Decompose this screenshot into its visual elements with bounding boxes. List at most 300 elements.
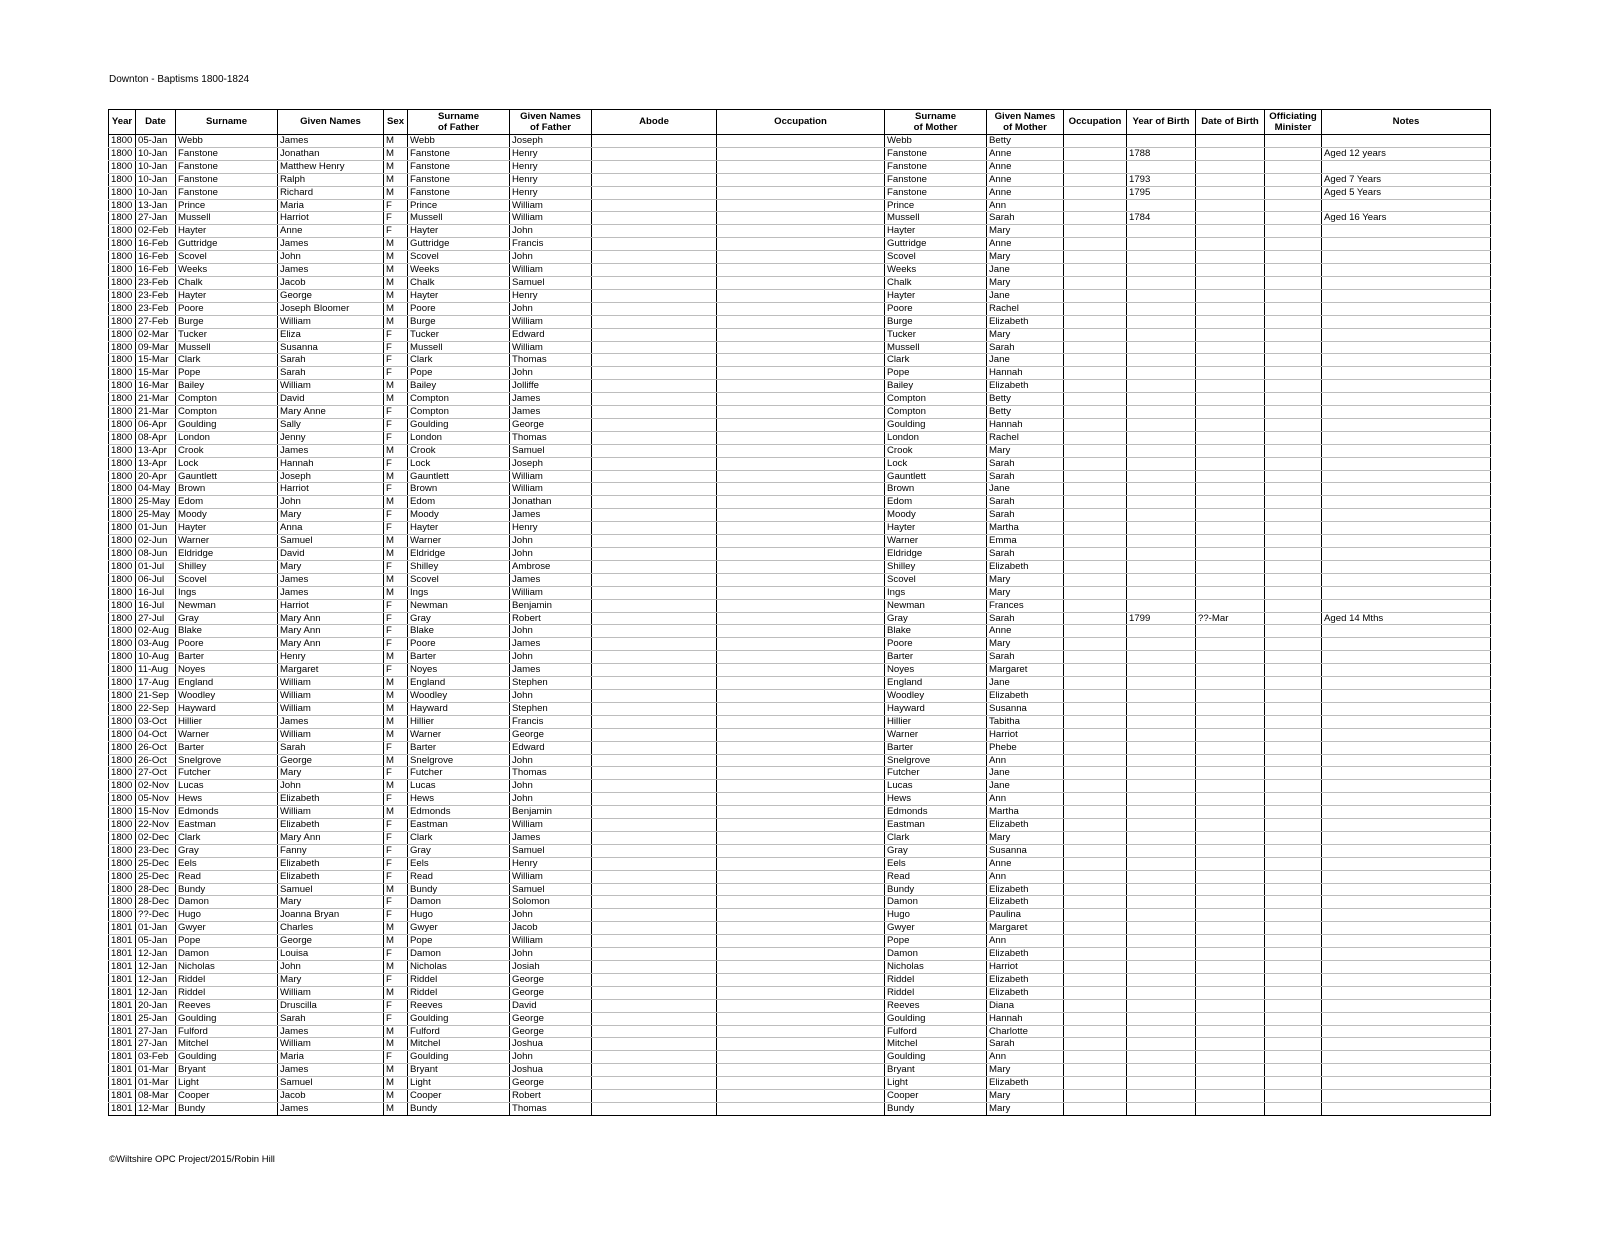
table-cell xyxy=(1127,393,1196,406)
table-cell: 1800 xyxy=(109,728,136,741)
table-cell: Hayter xyxy=(408,289,510,302)
table-cell: F xyxy=(384,793,408,806)
table-row xyxy=(109,393,1491,406)
table-cell: M xyxy=(384,986,408,999)
table-cell: Joanna Bryan xyxy=(278,909,384,922)
table-cell: 05-Jan xyxy=(136,935,176,948)
table-cell xyxy=(1265,586,1322,599)
table-cell: 12-Jan xyxy=(136,948,176,961)
table-cell: Mary xyxy=(987,638,1064,651)
table-cell xyxy=(1196,199,1265,212)
table-cell: 15-Mar xyxy=(136,354,176,367)
table-cell: 1800 xyxy=(109,212,136,225)
table-cell xyxy=(717,999,885,1012)
table-cell: Shilley xyxy=(885,560,987,573)
table-cell: Mussell xyxy=(885,212,987,225)
table-cell: Samuel xyxy=(510,276,592,289)
table-cell: ??-Dec xyxy=(136,909,176,922)
table-cell xyxy=(1127,264,1196,277)
table-cell xyxy=(1265,380,1322,393)
table-cell: 1801 xyxy=(109,948,136,961)
table-cell xyxy=(592,831,717,844)
table-cell: Clark xyxy=(408,354,510,367)
table-cell: Joseph xyxy=(510,135,592,148)
table-cell: Read xyxy=(885,870,987,883)
table-row xyxy=(109,715,1491,728)
table-cell: Harriot xyxy=(278,483,384,496)
table-cell xyxy=(1064,586,1127,599)
table-cell xyxy=(592,444,717,457)
table-cell xyxy=(1265,457,1322,470)
table-cell: Elizabeth xyxy=(278,793,384,806)
table-cell xyxy=(1265,831,1322,844)
table-cell: Sarah xyxy=(987,496,1064,509)
table-cell: Stephen xyxy=(510,677,592,690)
table-cell: John xyxy=(510,548,592,561)
table-cell xyxy=(717,1090,885,1103)
table-cell xyxy=(717,935,885,948)
table-cell: Fanstone xyxy=(176,186,278,199)
table-cell: Mary xyxy=(987,328,1064,341)
table-cell xyxy=(1322,1090,1491,1103)
table-cell: F xyxy=(384,406,408,419)
table-cell: Mary xyxy=(987,1102,1064,1115)
table-cell: William xyxy=(278,728,384,741)
table-cell: William xyxy=(278,380,384,393)
table-cell xyxy=(1064,664,1127,677)
table-cell xyxy=(1064,276,1127,289)
table-cell: Woodley xyxy=(176,689,278,702)
table-cell xyxy=(592,315,717,328)
table-cell xyxy=(1265,961,1322,974)
table-row xyxy=(109,599,1491,612)
table-cell: Edmonds xyxy=(408,806,510,819)
table-cell: Henry xyxy=(510,289,592,302)
table-cell: 1795 xyxy=(1127,186,1196,199)
table-cell: Henry xyxy=(510,186,592,199)
table-cell: 16-Feb xyxy=(136,264,176,277)
table-cell: Fanstone xyxy=(408,147,510,160)
table-cell xyxy=(1064,160,1127,173)
table-cell xyxy=(1196,741,1265,754)
table-cell: Mary Anne xyxy=(278,406,384,419)
table-cell: 1784 xyxy=(1127,212,1196,225)
table-cell xyxy=(1322,922,1491,935)
table-cell: Snelgrove xyxy=(176,754,278,767)
column-header: Year of Birth xyxy=(1127,110,1196,135)
table-cell: James xyxy=(278,586,384,599)
table-cell: Benjamin xyxy=(510,599,592,612)
table-cell: Pope xyxy=(176,367,278,380)
table-cell: Jacob xyxy=(278,276,384,289)
table-cell: 02-Feb xyxy=(136,225,176,238)
table-cell xyxy=(1265,199,1322,212)
table-row xyxy=(109,147,1491,160)
table-cell: M xyxy=(384,754,408,767)
table-cell: F xyxy=(384,457,408,470)
table-cell xyxy=(1196,302,1265,315)
table-cell: Mary Ann xyxy=(278,831,384,844)
table-cell: Sarah xyxy=(278,741,384,754)
table-cell xyxy=(717,483,885,496)
table-cell xyxy=(592,870,717,883)
table-cell xyxy=(1196,857,1265,870)
table-cell xyxy=(1127,418,1196,431)
table-cell: England xyxy=(408,677,510,690)
table-cell: 1800 xyxy=(109,418,136,431)
table-cell: 12-Jan xyxy=(136,961,176,974)
table-cell xyxy=(717,496,885,509)
table-row xyxy=(109,1090,1491,1103)
table-cell xyxy=(592,793,717,806)
table-row xyxy=(109,431,1491,444)
table-cell xyxy=(1265,1090,1322,1103)
table-cell: Gray xyxy=(885,844,987,857)
table-cell xyxy=(1127,625,1196,638)
table-cell: Druscilla xyxy=(278,999,384,1012)
table-cell: Henry xyxy=(510,147,592,160)
table-cell xyxy=(1322,870,1491,883)
table-cell: Sarah xyxy=(987,651,1064,664)
table-cell xyxy=(1064,702,1127,715)
table-cell xyxy=(1127,496,1196,509)
table-cell: 01-Mar xyxy=(136,1064,176,1077)
table-cell xyxy=(1196,535,1265,548)
table-cell: Sarah xyxy=(987,470,1064,483)
table-cell xyxy=(1322,999,1491,1012)
table-cell: 08-Jun xyxy=(136,548,176,561)
table-cell: 1800 xyxy=(109,147,136,160)
table-cell: Tabitha xyxy=(987,715,1064,728)
table-cell xyxy=(1265,599,1322,612)
table-cell: Edom xyxy=(885,496,987,509)
table-cell: Eldridge xyxy=(408,548,510,561)
table-cell: Goulding xyxy=(408,418,510,431)
table-cell: 1800 xyxy=(109,225,136,238)
table-cell: Guttridge xyxy=(885,238,987,251)
table-cell: Hillier xyxy=(408,715,510,728)
table-cell: 1800 xyxy=(109,586,136,599)
table-cell: Edom xyxy=(176,496,278,509)
table-cell: Sarah xyxy=(987,509,1064,522)
table-cell: F xyxy=(384,341,408,354)
table-cell xyxy=(1064,986,1127,999)
table-cell xyxy=(1127,457,1196,470)
table-cell: 1800 xyxy=(109,909,136,922)
table-cell xyxy=(592,741,717,754)
table-row xyxy=(109,1012,1491,1025)
table-cell: John xyxy=(278,961,384,974)
column-header: Surname of Father xyxy=(408,110,510,135)
table-cell: Snelgrove xyxy=(408,754,510,767)
table-cell: Lock xyxy=(176,457,278,470)
table-cell: 15-Nov xyxy=(136,806,176,819)
table-cell: Warner xyxy=(176,535,278,548)
table-cell xyxy=(1196,483,1265,496)
table-cell: Gwyer xyxy=(885,922,987,935)
table-cell xyxy=(1322,844,1491,857)
table-cell xyxy=(592,380,717,393)
table-cell xyxy=(592,999,717,1012)
table-cell xyxy=(1322,1025,1491,1038)
table-cell: Warner xyxy=(885,535,987,548)
table-cell: James xyxy=(278,444,384,457)
table-cell: Margaret xyxy=(278,664,384,677)
table-cell: Warner xyxy=(176,728,278,741)
table-cell: 1800 xyxy=(109,393,136,406)
table-cell: Goulding xyxy=(176,1051,278,1064)
table-cell: Anne xyxy=(987,625,1064,638)
table-cell: 10-Aug xyxy=(136,651,176,664)
column-header: Abode xyxy=(592,110,717,135)
table-cell: Tucker xyxy=(885,328,987,341)
table-row xyxy=(109,1038,1491,1051)
table-cell xyxy=(592,135,717,148)
table-cell: 13-Apr xyxy=(136,457,176,470)
table-cell: 1800 xyxy=(109,354,136,367)
table-cell xyxy=(1265,741,1322,754)
table-cell: Lock xyxy=(885,457,987,470)
table-cell xyxy=(1196,896,1265,909)
table-cell xyxy=(1196,457,1265,470)
table-cell: 1800 xyxy=(109,741,136,754)
table-row xyxy=(109,251,1491,264)
column-header: Date of Birth xyxy=(1196,110,1265,135)
table-row xyxy=(109,341,1491,354)
table-cell: 1800 xyxy=(109,276,136,289)
table-cell xyxy=(717,896,885,909)
table-cell: Joseph xyxy=(510,457,592,470)
table-cell: John xyxy=(510,754,592,767)
table-row xyxy=(109,238,1491,251)
table-cell xyxy=(1064,651,1127,664)
table-cell xyxy=(717,354,885,367)
table-cell xyxy=(1127,948,1196,961)
table-cell: Jonathan xyxy=(278,147,384,160)
table-cell xyxy=(717,186,885,199)
table-row xyxy=(109,173,1491,186)
table-cell: Mussell xyxy=(176,212,278,225)
table-cell: Aged 16 Years xyxy=(1322,212,1491,225)
table-cell: Mary xyxy=(987,831,1064,844)
table-row xyxy=(109,767,1491,780)
table-cell: 1800 xyxy=(109,638,136,651)
table-cell: Henry xyxy=(510,173,592,186)
table-cell: Gauntlett xyxy=(176,470,278,483)
table-cell xyxy=(592,586,717,599)
table-cell xyxy=(1322,431,1491,444)
table-cell xyxy=(1322,1051,1491,1064)
table-cell xyxy=(1265,999,1322,1012)
table-cell xyxy=(1265,315,1322,328)
table-cell: Eldridge xyxy=(885,548,987,561)
table-cell: 1800 xyxy=(109,264,136,277)
table-cell xyxy=(1196,715,1265,728)
table-cell: 1800 xyxy=(109,522,136,535)
table-cell xyxy=(592,702,717,715)
table-cell xyxy=(1127,1051,1196,1064)
table-cell xyxy=(1127,793,1196,806)
table-cell xyxy=(717,1064,885,1077)
table-cell xyxy=(1064,844,1127,857)
table-cell: 1800 xyxy=(109,406,136,419)
table-cell: Ings xyxy=(885,586,987,599)
table-cell xyxy=(1322,909,1491,922)
table-cell: William xyxy=(510,470,592,483)
table-cell: 22-Nov xyxy=(136,819,176,832)
table-cell: M xyxy=(384,780,408,793)
table-cell: Nicholas xyxy=(176,961,278,974)
table-cell: 16-Jul xyxy=(136,599,176,612)
table-cell xyxy=(1064,483,1127,496)
table-cell: Jane xyxy=(987,483,1064,496)
table-cell: 1800 xyxy=(109,883,136,896)
table-cell xyxy=(717,831,885,844)
table-cell: William xyxy=(278,677,384,690)
table-cell xyxy=(592,922,717,935)
table-cell: 13-Apr xyxy=(136,444,176,457)
table-cell: 1800 xyxy=(109,444,136,457)
table-cell: John xyxy=(510,625,592,638)
table-cell xyxy=(717,1051,885,1064)
table-cell xyxy=(1127,883,1196,896)
table-cell: Henry xyxy=(510,857,592,870)
table-cell xyxy=(592,341,717,354)
table-cell: Maria xyxy=(278,199,384,212)
table-cell xyxy=(717,973,885,986)
table-cell xyxy=(592,935,717,948)
table-cell: Fanstone xyxy=(176,147,278,160)
table-cell: M xyxy=(384,935,408,948)
table-cell: Bundy xyxy=(885,1102,987,1115)
table-cell xyxy=(1322,573,1491,586)
table-cell xyxy=(1127,1038,1196,1051)
table-cell: Harriot xyxy=(987,728,1064,741)
table-cell: Fanny xyxy=(278,844,384,857)
table-cell: Fulford xyxy=(408,1025,510,1038)
table-cell: Bundy xyxy=(408,883,510,896)
table-cell: Riddel xyxy=(885,973,987,986)
table-cell: Elizabeth xyxy=(278,857,384,870)
table-cell xyxy=(1322,935,1491,948)
table-cell xyxy=(717,522,885,535)
table-cell xyxy=(1064,767,1127,780)
table-cell xyxy=(717,160,885,173)
table-cell xyxy=(1127,599,1196,612)
table-cell: George xyxy=(510,1012,592,1025)
table-cell xyxy=(1322,896,1491,909)
table-cell xyxy=(717,599,885,612)
table-row xyxy=(109,1051,1491,1064)
table-cell: Compton xyxy=(408,406,510,419)
table-cell: F xyxy=(384,509,408,522)
table-cell xyxy=(1127,483,1196,496)
table-cell xyxy=(1196,625,1265,638)
table-cell xyxy=(1196,1064,1265,1077)
table-cell: James xyxy=(278,715,384,728)
table-cell: Webb xyxy=(176,135,278,148)
table-cell: James xyxy=(510,664,592,677)
table-cell: 02-Aug xyxy=(136,625,176,638)
table-cell: M xyxy=(384,1077,408,1090)
table-cell: F xyxy=(384,1051,408,1064)
table-cell: 21-Mar xyxy=(136,406,176,419)
table-cell: M xyxy=(384,289,408,302)
table-cell xyxy=(1196,870,1265,883)
table-cell xyxy=(592,625,717,638)
table-cell: Hayter xyxy=(176,522,278,535)
table-cell xyxy=(1265,522,1322,535)
table-cell: 1800 xyxy=(109,612,136,625)
table-cell: Henry xyxy=(510,522,592,535)
table-cell: ??-Mar xyxy=(1196,612,1265,625)
table-cell: M xyxy=(384,1038,408,1051)
table-cell: 10-Jan xyxy=(136,173,176,186)
table-cell: 21-Sep xyxy=(136,689,176,702)
table-cell xyxy=(717,573,885,586)
table-cell xyxy=(1064,302,1127,315)
table-cell xyxy=(1322,367,1491,380)
table-row xyxy=(109,1102,1491,1115)
table-cell: 03-Oct xyxy=(136,715,176,728)
document-footer: ©Wiltshire OPC Project/2015/Robin Hill xyxy=(109,1154,275,1165)
table-cell: M xyxy=(384,883,408,896)
column-header: Officiating Minister xyxy=(1265,110,1322,135)
table-cell xyxy=(1322,780,1491,793)
table-row xyxy=(109,560,1491,573)
table-cell: F xyxy=(384,999,408,1012)
table-cell xyxy=(1064,819,1127,832)
table-cell: Scovel xyxy=(176,573,278,586)
table-cell xyxy=(1322,702,1491,715)
table-cell: Hews xyxy=(408,793,510,806)
table-cell: Hannah xyxy=(278,457,384,470)
table-cell: James xyxy=(278,573,384,586)
table-cell: M xyxy=(384,1025,408,1038)
table-cell: Goulding xyxy=(408,1051,510,1064)
table-cell xyxy=(1127,160,1196,173)
table-cell: Mary xyxy=(278,896,384,909)
table-cell xyxy=(717,509,885,522)
table-cell: 05-Nov xyxy=(136,793,176,806)
table-cell: Lucas xyxy=(176,780,278,793)
table-cell: Clark xyxy=(885,354,987,367)
table-cell xyxy=(1322,225,1491,238)
table-row xyxy=(109,548,1491,561)
table-cell: England xyxy=(176,677,278,690)
table-cell xyxy=(1322,831,1491,844)
table-cell: Thomas xyxy=(510,767,592,780)
table-cell xyxy=(1196,496,1265,509)
table-cell: Hillier xyxy=(176,715,278,728)
table-cell: London xyxy=(408,431,510,444)
table-cell xyxy=(1265,225,1322,238)
table-cell xyxy=(1196,638,1265,651)
table-cell xyxy=(1322,728,1491,741)
column-header: Year xyxy=(109,110,136,135)
table-cell: 1800 xyxy=(109,380,136,393)
table-cell: F xyxy=(384,328,408,341)
table-cell xyxy=(1196,702,1265,715)
table-cell: 1801 xyxy=(109,1102,136,1115)
table-cell xyxy=(717,212,885,225)
table-row xyxy=(109,793,1491,806)
table-cell xyxy=(1127,535,1196,548)
table-row xyxy=(109,276,1491,289)
table-row xyxy=(109,418,1491,431)
table-cell: 1800 xyxy=(109,715,136,728)
table-cell xyxy=(592,418,717,431)
